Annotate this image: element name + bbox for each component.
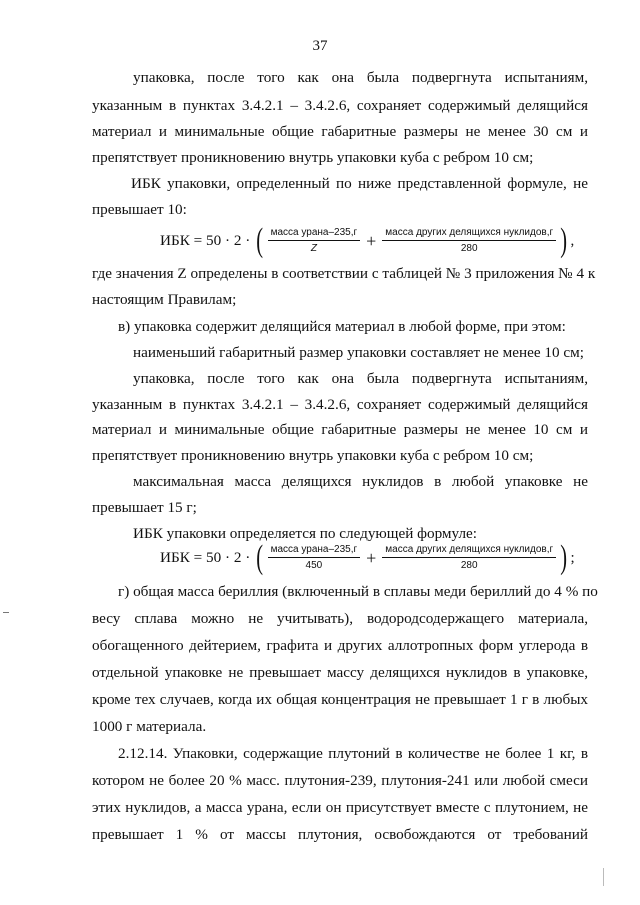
- formula-1-punctuation: ,: [570, 232, 575, 249]
- formula-1: [160, 224, 574, 258]
- text-line: в) упаковка содержит делящийся материал в любой форме, при этом:: [118, 318, 566, 335]
- formula-1-denominator-2: 280: [460, 243, 478, 254]
- text-line: упаковка, после того как она была подвергнута испытаниям,: [133, 370, 588, 387]
- close-paren-icon: ): [560, 222, 568, 259]
- formula-2-fraction-2: [382, 544, 556, 572]
- text-line: где значения Z определены в соответствии с таблицей № 3 приложения № 4 к: [92, 265, 596, 282]
- text-line: ИБК упаковки, определенный по ниже представленной формуле, не: [131, 175, 588, 192]
- text-line: этих нуклидов, а масса урана, если он присутствует вместе с плутонием, не: [92, 799, 588, 816]
- close-paren-icon: ): [560, 539, 568, 576]
- text-line: указанным в пунктах 3.4.2.1 – 3.4.2.6, сохраняет содержимый делящийся: [92, 396, 588, 413]
- open-paren-icon: (: [256, 539, 264, 576]
- text-line: превышает 10:: [92, 201, 187, 218]
- text-line: 1000 г материала.: [92, 718, 207, 735]
- text-line: г) общая масса бериллия (включенный в сплавы меди бериллий до 4 % по: [118, 583, 598, 600]
- text-line: котором не более 20 % масс. плутония-239, плутония-241 или любой смеси: [92, 772, 588, 789]
- formula-2-numerator-2: масса других делящихся нуклидов,г: [382, 544, 556, 558]
- text-line: весу сплава можно не учитывать), водородсодержащего материала,: [92, 610, 588, 627]
- text-line: 2.12.14. Упаковки, содержащие плутоний в количестве не более 1 кг, в: [118, 745, 588, 762]
- formula-2-lhs: ИБК = 50 · 2 ·: [160, 549, 251, 566]
- text-line: наименьший габаритный размер упаковки составляет не менее 10 см;: [133, 344, 584, 361]
- formula-2-denominator-2: 280: [460, 560, 478, 571]
- formula-2: [160, 541, 575, 575]
- formula-1-numerator-1: масса урана–235,г: [268, 227, 361, 241]
- text-line: превышает 1 % от массы плутония, освобождаются от требований: [92, 826, 588, 843]
- formula-1-fraction-2: [382, 227, 556, 255]
- scan-mark: [603, 868, 604, 886]
- text-line: упаковка, после того как она была подвергнута испытаниям,: [133, 69, 588, 86]
- plus-sign-icon: +: [366, 230, 377, 251]
- formula-2-numerator-1: масса урана–235,г: [268, 544, 361, 558]
- text-line: кроме тех случаев, когда их общая концентрация не превышает 1 г в любых: [92, 691, 588, 708]
- formula-2-fraction-1: [268, 544, 361, 572]
- formula-1-numerator-2: масса других делящихся нуклидов,г: [382, 227, 556, 241]
- text-line: ИБК упаковки определяется по следующей формуле:: [133, 525, 478, 542]
- formula-1-lhs: ИБК = 50 · 2 ·: [160, 232, 251, 249]
- text-line: препятствует проникновению внутрь упаковки куба с ребром 10 см;: [92, 149, 534, 166]
- formula-1-fraction-1: [268, 227, 361, 255]
- text-line: максимальная масса делящихся нуклидов в любой упаковке не: [133, 473, 588, 490]
- formula-2-punctuation: ;: [570, 549, 575, 566]
- plus-sign-icon: +: [366, 547, 377, 568]
- open-paren-icon: (: [256, 222, 264, 259]
- text-line: настоящим Правилам;: [92, 291, 237, 308]
- formula-2-denominator-1: 450: [305, 560, 323, 571]
- text-line: обогащенного дейтерием, графита и других аллотропных форм углерода в: [92, 637, 588, 654]
- text-line: материал и минимальные общие габаритные размеры не менее 30 см и: [92, 123, 588, 140]
- page-number: 37: [312, 38, 328, 54]
- text-line: отдельной упаковке не превышает массу делящихся нуклидов в упаковке,: [92, 664, 588, 681]
- text-line: материал и минимальные общие габаритные размеры не менее 10 см и: [92, 421, 588, 438]
- text-line: превышает 15 г;: [92, 499, 197, 516]
- scan-mark: [3, 612, 9, 613]
- text-line: препятствует проникновению внутрь упаковки куба с ребром 10 см;: [92, 447, 534, 464]
- text-line: указанным в пунктах 3.4.2.1 – 3.4.2.6, сохраняет содержимый делящийся: [92, 97, 588, 114]
- formula-1-denominator-1: Z: [310, 243, 317, 254]
